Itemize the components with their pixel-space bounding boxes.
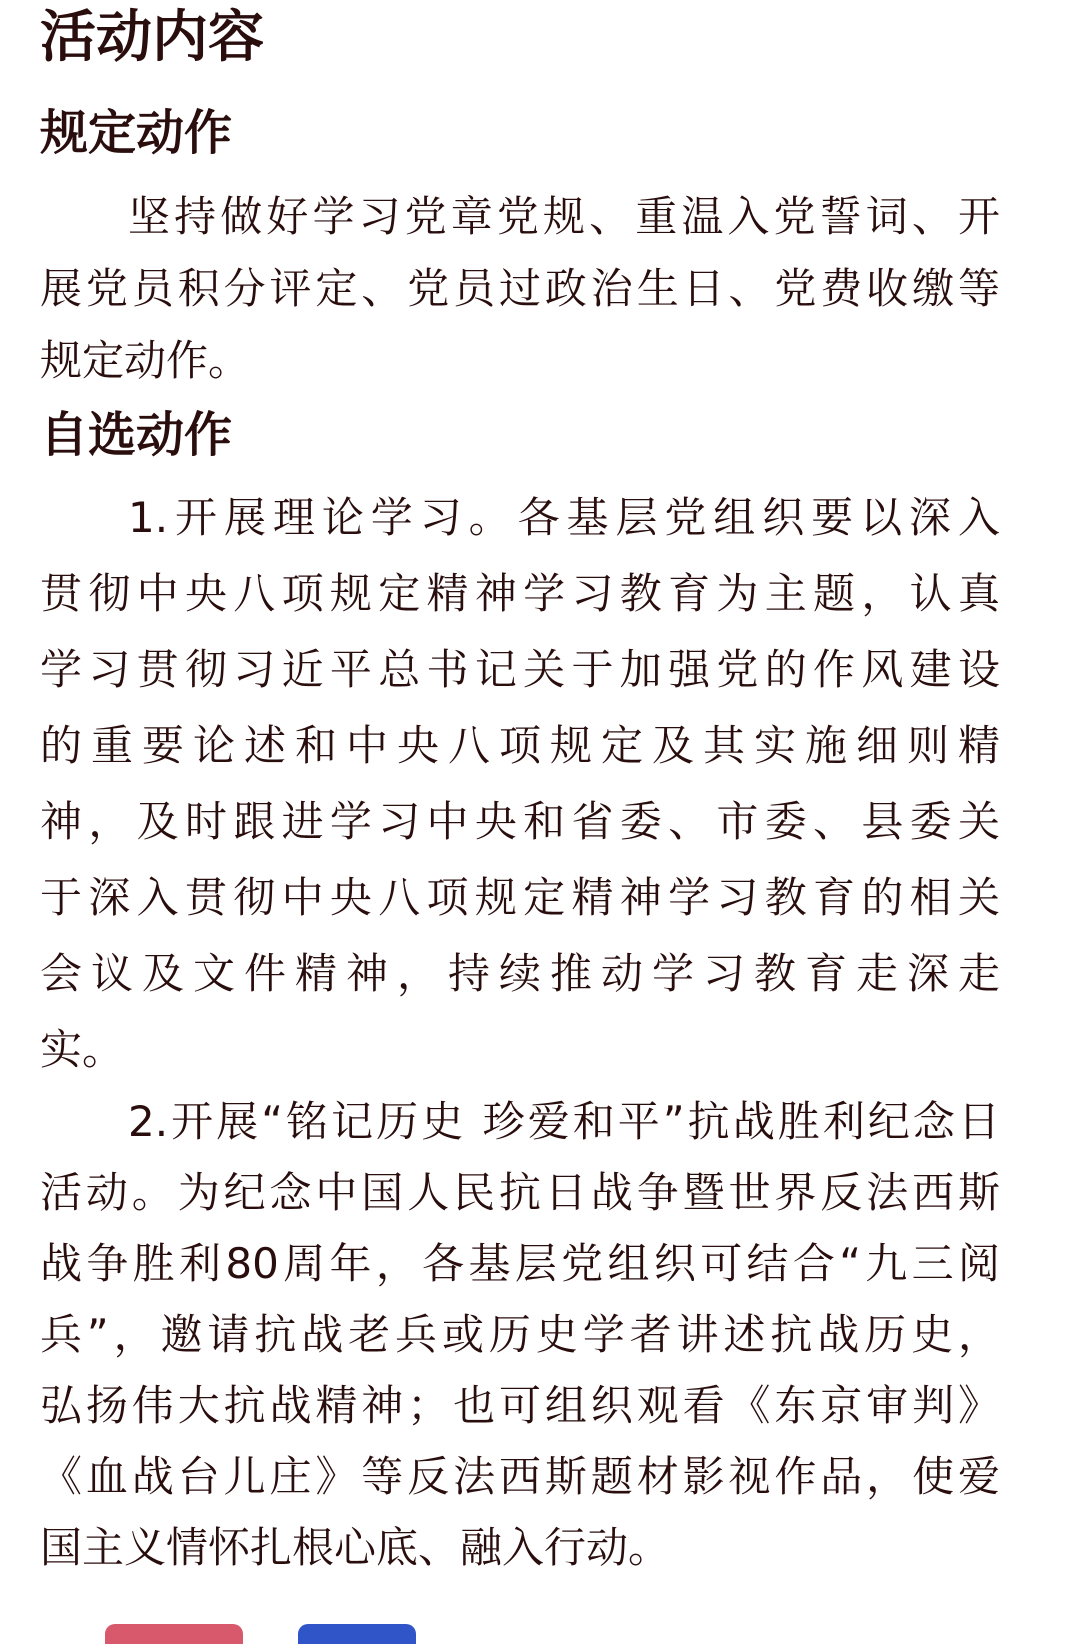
- text-line: 弘扬伟大抗战精神；也可组织观看《东京审判》: [40, 1381, 1000, 1430]
- bottom-button-blue[interactable]: [298, 1624, 416, 1644]
- text-line: 2.开展“铭记历史 珍爱和平”抗战胜利纪念日: [128, 1097, 1000, 1146]
- text-line: 展党员积分评定、党员过政治生日、党费收缴等: [40, 264, 1000, 313]
- text-line: 国主义情怀扎根心底、融入行动。: [40, 1523, 671, 1572]
- text-line: 于深入贯彻中央八项规定精神学习教育的相关: [40, 873, 1000, 922]
- optional-item-2: [40, 1086, 1000, 1583]
- text-line: 会议及文件精神，持续推动学习教育走深走: [40, 949, 1000, 998]
- optional-item-1: [40, 480, 1000, 1088]
- text-line: 神，及时跟进学习中央和省委、市委、县委关: [40, 797, 1000, 846]
- text-line: 贯彻中央八项规定精神学习教育为主题，认真: [40, 569, 1000, 618]
- text-line: 兵”，邀请抗战老兵或历史学者讲述抗战历史，: [40, 1310, 1000, 1359]
- page-title: 活动内容: [40, 5, 264, 70]
- section-heading-optional: 自选动作: [40, 407, 233, 463]
- text-line: 规定动作。: [40, 336, 251, 385]
- text-line: 1.开展理论学习。各基层党组织要以深入: [128, 493, 1000, 542]
- text-line: 坚持做好学习党章党规、重温入党誓词、开: [128, 192, 1000, 241]
- text-line: 的重要论述和中央八项规定及其实施细则精: [40, 721, 1000, 770]
- text-line: 《血战台儿庄》等反法西斯题材影视作品，使爱: [40, 1452, 1000, 1501]
- text-line: 活动。为纪念中国人民抗日战争暨世界反法西斯: [40, 1168, 1000, 1217]
- section-heading-required: 规定动作: [40, 105, 233, 161]
- text-line: 学习贯彻习近平总书记关于加强党的作风建设: [40, 645, 1000, 694]
- section-required-text: [40, 181, 1000, 397]
- bottom-button-pink[interactable]: [105, 1624, 243, 1644]
- text-line: 战争胜利80周年，各基层党组织可结合“九三阅: [40, 1239, 1000, 1288]
- text-line: 实。: [40, 1025, 125, 1074]
